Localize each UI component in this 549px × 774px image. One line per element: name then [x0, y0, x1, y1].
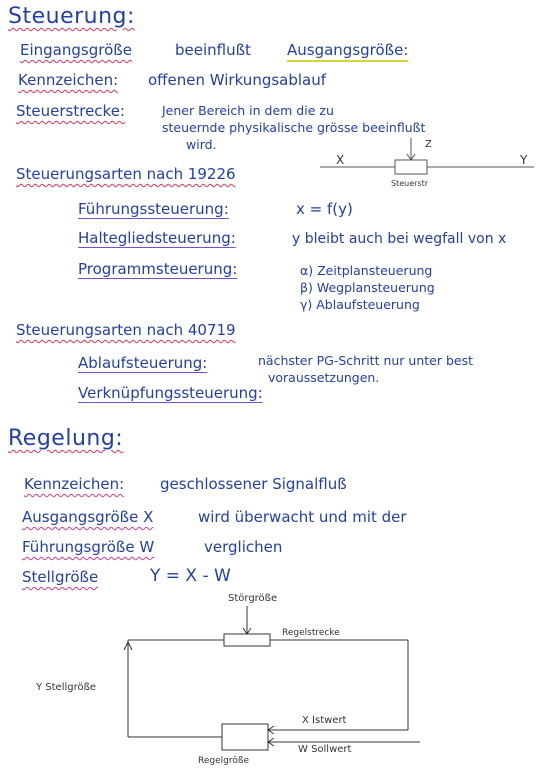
- regelgroesse-label: Regelgröße: [198, 756, 250, 766]
- kennzeichen-text: offenen Wirkungsablauf: [148, 71, 327, 89]
- diagram-x-label: X: [336, 153, 345, 167]
- istwert-label: X Istwert: [302, 715, 347, 726]
- verknuepfungssteuerung-label: Verknüpfungssteuerung:: [78, 384, 263, 402]
- regelung-fuehrung-label: Führungsgröße W: [22, 538, 155, 556]
- stellgroesse-label: Y Stellgröße: [36, 682, 97, 693]
- regelung-kennzeichen-text: geschlossener Signalfluß: [160, 475, 347, 493]
- regelstrecke-label: Regelstrecke: [282, 628, 340, 638]
- sollwert-label: W Sollwert: [298, 744, 352, 755]
- haltegliedsteuerung-text: y bleibt auch bei wegfall von x: [292, 231, 507, 247]
- diagram-y-label: Y: [520, 153, 528, 167]
- ausgang-label: Ausgangsgröße:: [287, 41, 409, 59]
- ablaufsteuerung-text-2: voraussetzungen.: [268, 370, 380, 385]
- arten-19226-title: Steuerungsarten nach 19226: [16, 165, 236, 183]
- steuerstrecke-text-1: Jener Bereich in dem die zu: [162, 103, 334, 118]
- eingang-label: Eingangsgröße: [20, 41, 132, 59]
- regelung-stell-text: Y = X - W: [150, 566, 231, 586]
- steuerung-title: Steuerung:: [8, 4, 135, 29]
- diagram-box-label: Steuerstr: [391, 179, 429, 188]
- programmsteuerung-label: Programmsteuerung:: [78, 260, 238, 278]
- arten-40719-title: Steuerungsarten nach 40719: [16, 321, 236, 339]
- haltegliedsteuerung-label: Haltegliedsteuerung:: [78, 229, 236, 247]
- ablaufsteuerung-label: Ablaufsteuerung:: [78, 354, 208, 372]
- regelung-ausgang-text: wird überwacht und mit der: [198, 508, 407, 526]
- diagram-z-label: Z: [425, 139, 432, 150]
- eingang-text: beeinflußt: [175, 41, 251, 59]
- steuerstrecke-label: Steuerstrecke:: [16, 102, 125, 120]
- regelung-fuehrung-text: verglichen: [204, 538, 283, 556]
- steuerstrecke-text-2: steuernde physikalische grösse beeinflußt: [162, 120, 426, 135]
- kennzeichen-label: Kennzeichen:: [18, 71, 119, 89]
- steuerstrecke-text-3: wird.: [186, 137, 217, 152]
- programm-item: γ) Ablaufsteuerung: [300, 297, 420, 312]
- regelung-title: Regelung:: [8, 426, 124, 451]
- programm-item: β) Wegplansteuerung: [300, 280, 435, 295]
- programm-item: α) Zeitplansteuerung: [300, 263, 433, 278]
- stoergroesse-label: Störgröße: [228, 593, 278, 604]
- fuehrungssteuerung-text: x = f(y): [296, 200, 353, 218]
- regelung-ausgang-label: Ausgangsgröße X: [22, 508, 154, 526]
- ablaufsteuerung-text-1: nächster PG-Schritt nur unter best: [258, 353, 473, 368]
- fuehrungssteuerung-label: Führungssteuerung:: [78, 200, 229, 218]
- regelung-kennzeichen-label: Kennzeichen:: [24, 475, 125, 493]
- regelung-stell-label: Stellgröße: [22, 568, 99, 586]
